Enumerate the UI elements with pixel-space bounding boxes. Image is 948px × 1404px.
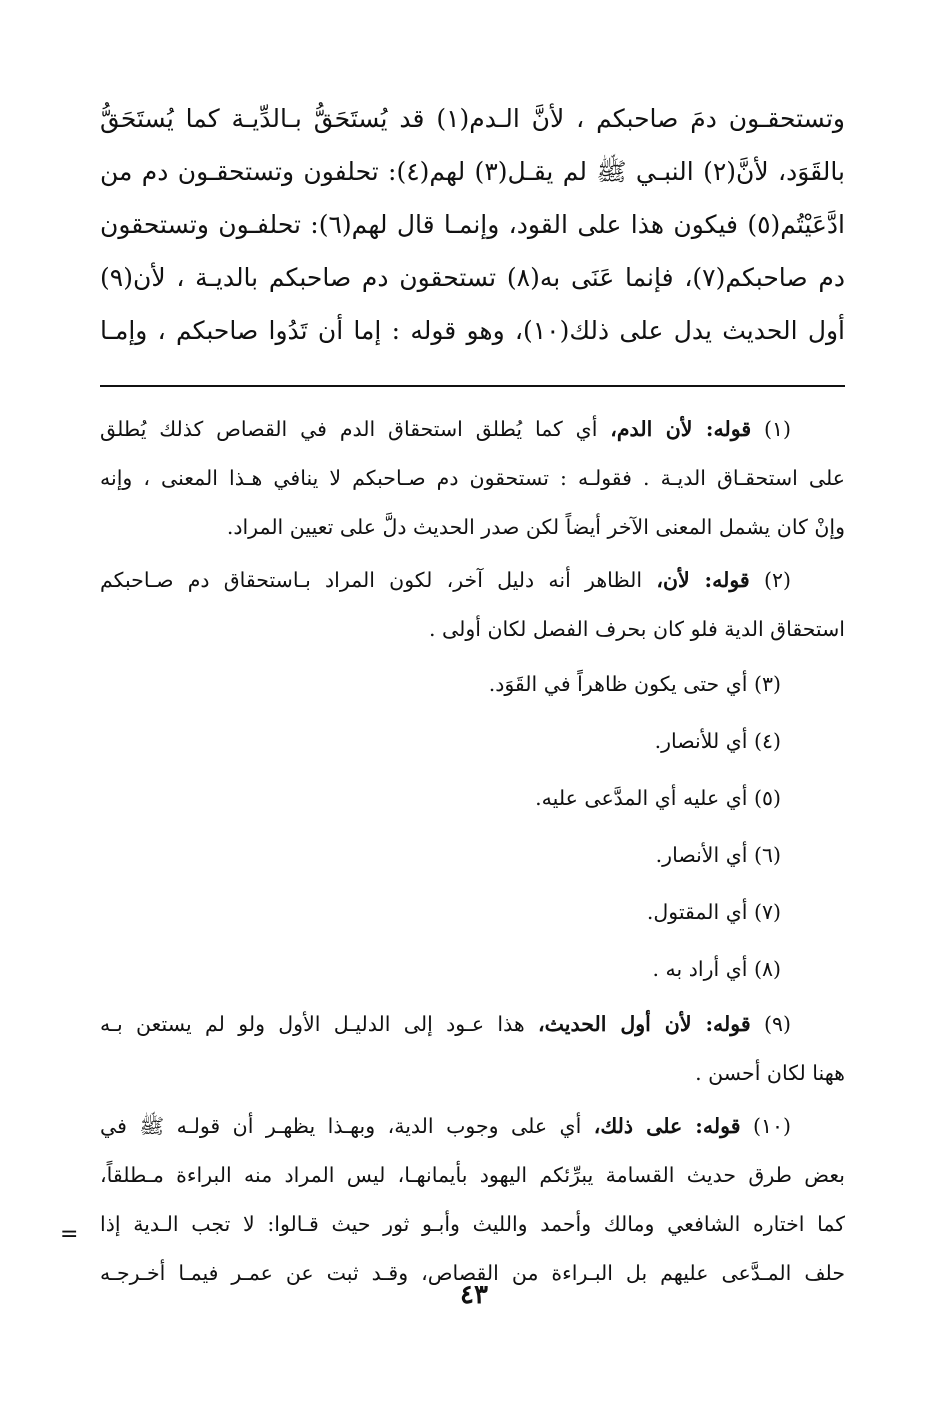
- footnote-number: (٢): [763, 568, 791, 592]
- footnote-text: أي الأنصار.: [655, 843, 748, 867]
- footnote-line: [100, 658, 845, 711]
- footnote-text: أي عليه أي المدَّعى عليه.: [535, 786, 748, 810]
- footnote-text: أي كما يُطلق استحقاق الدم في القصاص كذلك يُطلق: [100, 417, 611, 441]
- footnote-number: (٣): [753, 672, 781, 696]
- footnote-divider: [100, 385, 845, 387]
- main-text-line: دم صاحبكم(٧)، فإنما عَنَى به(٨) تستحقون دم صاحبكم بالديـة ، لأن(٩): [100, 263, 845, 292]
- footnote-10: [100, 1102, 845, 1298]
- footnote-line: [100, 715, 845, 768]
- main-text-line: بالقَوَد، لأنَّ(٢) النبـي ﷺ لم يقـل(٣) لهم(٤): تحلفون وتستحقـون دم من: [100, 157, 845, 186]
- footnote-line: حلف المـدَّعى عليهم بل البـراءة من القصاص، وقـد ثبت عن عمـر فيمـا أخـرجـه: [100, 1261, 845, 1285]
- footnote-line: على استحقـاق الديـة . فقولـه : تستحقون دم صـاحبكم لا ينافي هـذا المعنى ، وإنه: [100, 466, 845, 490]
- footnote-1: [100, 405, 845, 552]
- footnote-number: (٩): [763, 1012, 791, 1036]
- footnote-line: [100, 556, 845, 605]
- footnote-9: [100, 1000, 845, 1098]
- footnote-line: [100, 943, 845, 996]
- footnote-number: (٤): [753, 729, 781, 753]
- main-text-line: ادَّعَيْتُم(٥) فيكون هذا على القود، وإنمـا قال لهم(٦): تحلفـون وتستحقون: [100, 210, 845, 239]
- page-number: ٤٣: [460, 1280, 488, 1310]
- footnote-line: [100, 829, 845, 882]
- footnote-line: [100, 1000, 845, 1049]
- main-text-line: وتستحقـون دمَ صاحبكم ، لأنَّ الـدم(١) قد يُستَحَقُّ بـالدِّيـة كما يُستَحَقُّ: [100, 104, 845, 133]
- main-text-line: أول الحديث يدل على ذلك(١٠)، وهو قوله : إما أن تَدُوا صاحبكم ، وإمـا: [100, 316, 845, 345]
- footnote-lead: قوله: لأن أول الحديث،: [538, 1012, 751, 1036]
- continuation-marker: =: [60, 1222, 79, 1247]
- footnote-8: [100, 943, 845, 996]
- footnote-number: (٧): [753, 900, 781, 924]
- footnote-line: [100, 1102, 845, 1151]
- footnote-number: (١): [763, 417, 791, 441]
- footnote-3: [100, 658, 845, 711]
- footnote-number: (٥): [753, 786, 781, 810]
- footnote-lead: قوله: على ذلك،: [593, 1114, 741, 1138]
- footnote-6: [100, 829, 845, 882]
- footnote-5: [100, 772, 845, 825]
- footnote-text: الظاهر أنه دليل آخر، لكون المراد بـاستحقاق دم صـاحبكم: [100, 568, 657, 592]
- footnote-line: [100, 405, 845, 454]
- footnote-number: (١٠): [752, 1114, 791, 1138]
- footnote-line: وإنْ كان يشمل المعنى الآخر أيضاً لكن صدر الحديث دلَّ على تعيين المراد.: [226, 515, 845, 539]
- footnote-line: استحقاق الدية فلو كان بحرف الفصل لكان أولى .: [428, 617, 845, 641]
- footnote-lead: قوله: لأن الدم،: [610, 417, 752, 441]
- footnote-lead: قوله: لأن،: [656, 568, 750, 592]
- footnote-4: [100, 715, 845, 768]
- footnote-number: (٨): [753, 957, 781, 981]
- footnote-line: ههنا لكان أحسن .: [695, 1061, 845, 1085]
- footnote-text: أي حتى يكون ظاهراً في القَوَد.: [488, 672, 748, 696]
- footnote-line: [100, 886, 845, 939]
- footnote-text: أي للأنصار.: [654, 729, 748, 753]
- footnote-line: بعض طرق حديث القسامة يبرِّئكم اليهود بأيمانهـا، ليس المراد منه البراءة مـطلقاً،: [100, 1163, 845, 1187]
- footnote-number: (٦): [753, 843, 781, 867]
- footnote-line: [100, 772, 845, 825]
- footnote-text: هذا عـود إلى الدليـل الأول ولو لم يستعن بـه: [100, 1012, 538, 1036]
- footnote-2: [100, 556, 845, 654]
- footnote-text: أي على وجوب الدية، وبهـذا يظهـر أن قولـه ﷺ في: [100, 1114, 594, 1138]
- footnote-7: [100, 886, 845, 939]
- footnote-text: أي المقتول.: [646, 900, 748, 924]
- footnotes-block: [100, 405, 845, 1302]
- footnote-text: أي أراد به .: [652, 957, 748, 981]
- main-text-block: [100, 92, 845, 357]
- footnote-line: كما اختاره الشافعي ومالك وأحمد والليث وأبـو ثور حيث قـالوا: لا تجب الـدية إذا: [100, 1212, 845, 1236]
